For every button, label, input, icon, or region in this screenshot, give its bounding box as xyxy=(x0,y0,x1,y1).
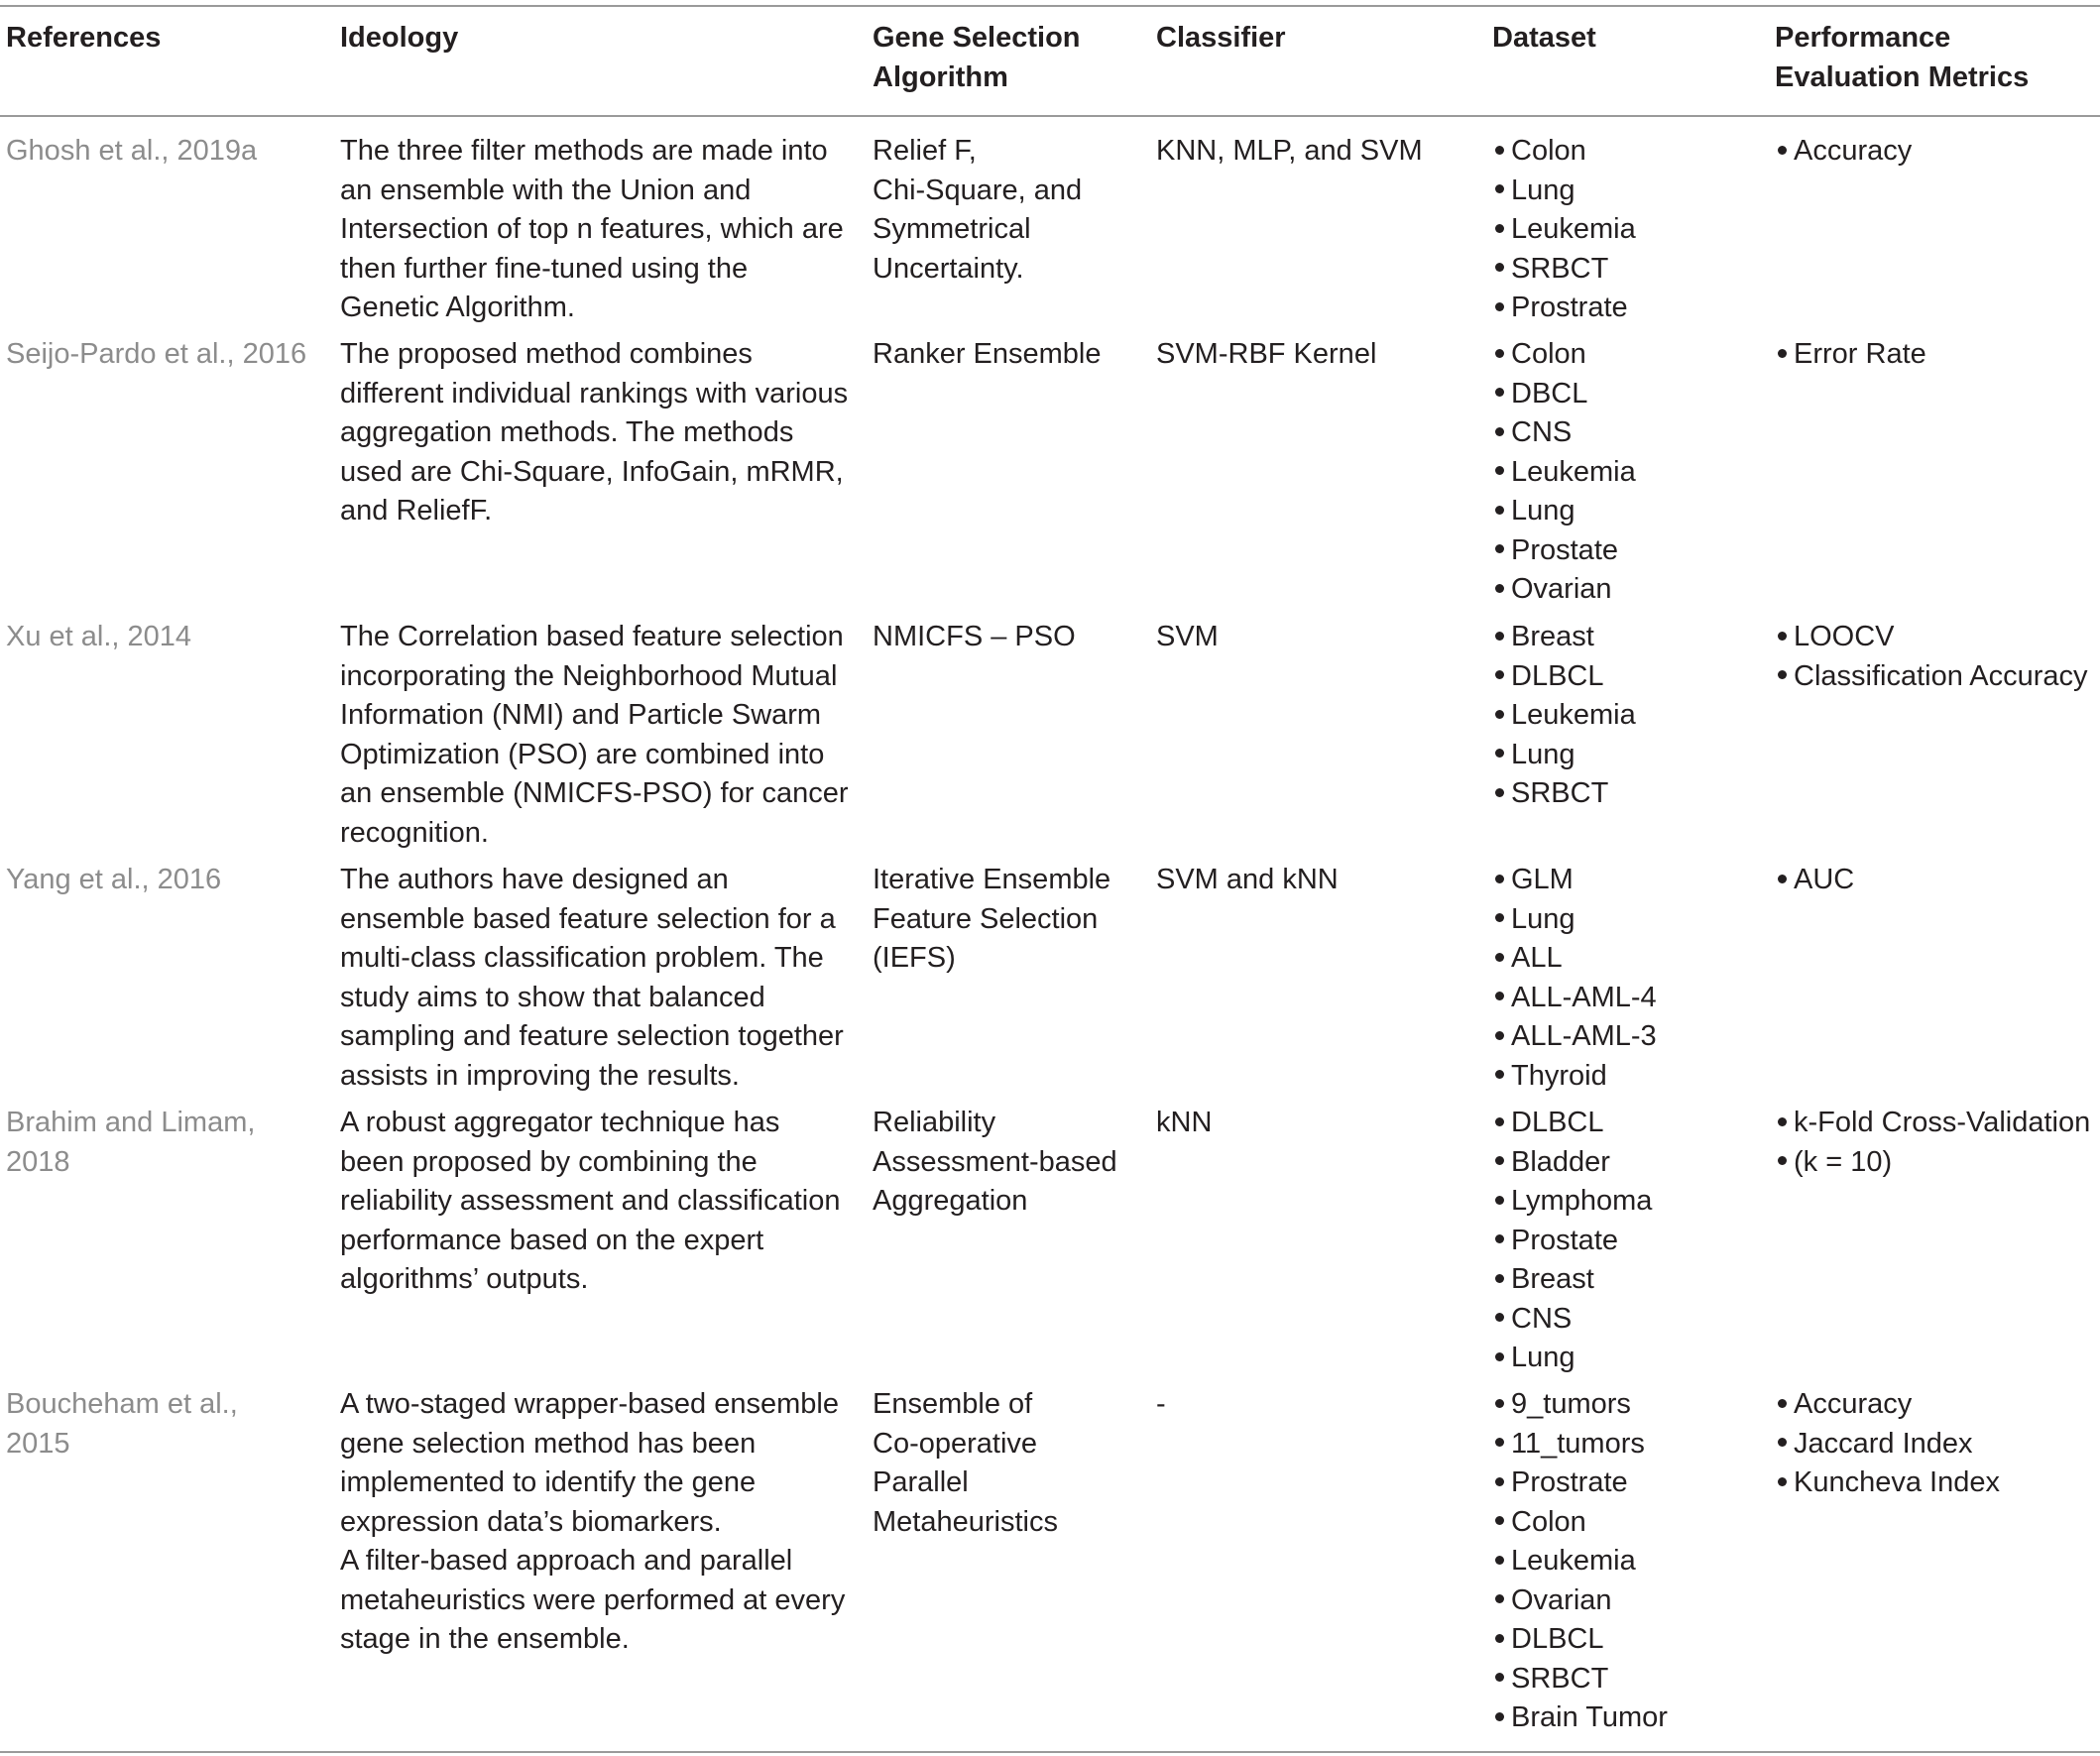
bullet-icon xyxy=(1778,1438,1787,1447)
list-item xyxy=(1492,657,1760,697)
cell-ideology-line: The three filter methods are made into xyxy=(340,135,828,167)
cell-dataset-item-label: ALL-AML-3 xyxy=(1511,1020,1657,1052)
header-classifier: Classifier xyxy=(1156,22,1286,54)
cell-references-line: 2018 xyxy=(6,1145,70,1178)
list-item xyxy=(1492,1017,1760,1057)
cell-gene-selection-line: Parallel xyxy=(873,1466,969,1498)
cell-dataset-item-label: Brain Tumor xyxy=(1511,1701,1668,1733)
cell-dataset-item-label: DLBCL xyxy=(1511,1107,1604,1138)
list-item xyxy=(1775,335,2100,375)
bullet-icon xyxy=(1495,953,1504,962)
cell-ideology-line: reliability assessment and classification xyxy=(340,1185,841,1217)
cell-metrics xyxy=(1775,335,2100,375)
cell-dataset-item-label: ALL xyxy=(1511,942,1563,974)
cell-dataset-list xyxy=(1492,335,1760,610)
list-item xyxy=(1492,1660,1760,1699)
list-item xyxy=(1492,1542,1760,1581)
cell-dataset-item-label: Ovarian xyxy=(1511,1583,1612,1616)
cell-dataset-item-label: Thyroid xyxy=(1511,1059,1607,1092)
bullet-icon xyxy=(1495,749,1504,758)
cell-dataset-item-label: Ovarian xyxy=(1511,573,1612,605)
bullet-icon xyxy=(1495,388,1504,397)
table-bottom-rule xyxy=(0,1751,2100,1753)
cell-dataset-item-label: CNS xyxy=(1511,1302,1573,1335)
cell-gene-selection-line: Co-operative xyxy=(873,1427,1038,1460)
cell-dataset-list xyxy=(1492,1385,1760,1738)
cell-dataset-item-label: Breast xyxy=(1511,621,1594,652)
cell-ideology-line: then further fine-tuned using the xyxy=(340,252,749,285)
cell-metrics-list xyxy=(1775,335,2100,375)
cell-ideology-line: multi-class classification problem. The xyxy=(340,942,824,974)
cell-ideology-line: A two-staged wrapper-based ensemble xyxy=(340,1388,839,1420)
bullet-icon xyxy=(1495,875,1504,883)
cell-dataset-item-label: Leukemia xyxy=(1511,699,1636,731)
cell-dataset-item-label: ALL-AML-4 xyxy=(1511,981,1657,1013)
cell-metrics xyxy=(1775,618,2100,696)
list-item xyxy=(1492,1143,1760,1183)
bullet-icon xyxy=(1778,875,1787,883)
cell-dataset-item-label: Colon xyxy=(1511,338,1586,370)
cell-gene-selection-line: Ensemble of xyxy=(873,1388,1033,1420)
cell-metrics-list xyxy=(1775,1104,2100,1182)
header-gene-selection-line: Gene Selection xyxy=(873,22,1081,54)
bullet-icon xyxy=(1495,1594,1504,1603)
list-item xyxy=(1492,1260,1760,1300)
cell-references-line: Xu et al., 2014 xyxy=(6,621,192,652)
list-item xyxy=(1775,1143,2100,1183)
cell-gene-selection-line: Feature Selection xyxy=(873,902,1099,935)
bullet-icon xyxy=(1778,1477,1787,1486)
cell-ideology xyxy=(340,1104,846,1300)
bullet-icon xyxy=(1495,670,1504,679)
cell-dataset-item-label: Lung xyxy=(1511,902,1575,935)
cell-gene-selection-line: Iterative Ensemble xyxy=(873,864,1111,895)
list-item xyxy=(1492,570,1760,610)
cell-dataset-item-label: Leukemia xyxy=(1511,455,1636,488)
cell-references-line: Yang et al., 2016 xyxy=(6,864,222,895)
cell-classifier: - xyxy=(1156,1388,1166,1420)
bullet-icon xyxy=(1495,788,1504,797)
cell-gene-selection-line: (IEFS) xyxy=(873,942,956,974)
cell-ideology-line: implemented to identify the gene xyxy=(340,1466,757,1498)
cell-dataset-list xyxy=(1492,618,1760,814)
cell-ideology xyxy=(340,335,849,531)
list-item xyxy=(1492,172,1760,211)
list-item xyxy=(1492,210,1760,250)
cell-ideology-line: different individual rankings with various xyxy=(340,377,849,410)
bullet-icon xyxy=(1778,1117,1787,1126)
cell-gene-selection-line: Metaheuristics xyxy=(873,1505,1058,1538)
list-item xyxy=(1492,1385,1760,1425)
cell-ideology-line: The authors have designed an xyxy=(340,864,729,895)
cell-dataset-item-label: DBCL xyxy=(1511,377,1588,410)
cell-dataset-item-label: DLBCL xyxy=(1511,1623,1604,1655)
cell-gene-selection-line: Chi-Square, and xyxy=(873,174,1083,206)
cell-gene-selection-line: Ranker Ensemble xyxy=(873,338,1102,370)
header-performance-line: Performance xyxy=(1775,22,1951,54)
cell-dataset xyxy=(1492,1385,1760,1738)
cell-ideology-line: metaheuristics were performed at every xyxy=(340,1583,846,1616)
cell-dataset-item-label: GLM xyxy=(1511,864,1574,895)
cell-dataset-item-label: SRBCT xyxy=(1511,252,1609,285)
bullet-icon xyxy=(1495,466,1504,475)
cell-dataset-item-label: Leukemia xyxy=(1511,213,1636,245)
cell-ideology-line: assists in improving the results. xyxy=(340,1059,740,1092)
cell-ideology-line: aggregation methods. The methods xyxy=(340,416,794,448)
bullet-icon xyxy=(1495,992,1504,1000)
table-header-rule xyxy=(0,115,2100,117)
cell-ideology-line: been proposed by combining the xyxy=(340,1145,758,1178)
cell-dataset-list xyxy=(1492,1104,1760,1378)
header-gene-selection-line: Algorithm xyxy=(873,60,1008,93)
cell-gene-selection-line: Reliability xyxy=(873,1107,996,1138)
bullet-icon xyxy=(1495,1352,1504,1361)
list-item xyxy=(1492,250,1760,290)
bullet-icon xyxy=(1495,1031,1504,1040)
table-top-rule xyxy=(0,5,2100,7)
cell-ideology-line: incorporating the Neighborhood Mutual xyxy=(340,659,838,692)
cell-references xyxy=(6,618,323,657)
cell-dataset-list xyxy=(1492,861,1760,1096)
bullet-icon xyxy=(1495,1196,1504,1205)
list-item xyxy=(1775,1425,2100,1464)
list-item xyxy=(1492,1620,1760,1660)
cell-metrics-item-label: Classification Accuracy xyxy=(1794,659,2088,692)
cell-classifier: SVM and kNN xyxy=(1156,864,1339,895)
cell-dataset-item-label: Colon xyxy=(1511,1505,1586,1538)
list-item xyxy=(1492,939,1760,979)
cell-ideology-line: gene selection method has been xyxy=(340,1427,757,1460)
list-item xyxy=(1492,492,1760,531)
cell-dataset-item-label: Prostrate xyxy=(1511,1466,1628,1498)
list-item xyxy=(1492,413,1760,453)
cell-metrics-item-label: Kuncheva Index xyxy=(1794,1466,2000,1498)
list-item xyxy=(1775,1104,2100,1143)
bullet-icon xyxy=(1495,1274,1504,1283)
bullet-icon xyxy=(1778,146,1787,155)
cell-dataset-item-label: Lung xyxy=(1511,174,1575,206)
cell-dataset-item-label: CNS xyxy=(1511,416,1573,448)
header-references: References xyxy=(6,22,162,54)
cell-metrics-item-label: Error Rate xyxy=(1794,338,1926,370)
cell-dataset-item-label: Lymphoma xyxy=(1511,1185,1653,1217)
bullet-icon xyxy=(1495,544,1504,553)
cell-gene-selection xyxy=(873,1385,1160,1542)
header-gene-selection xyxy=(873,19,1160,97)
cell-gene-selection xyxy=(873,335,1160,375)
cell-dataset-item-label: 11_tumors xyxy=(1511,1427,1645,1460)
cell-ideology-line: performance based on the expert xyxy=(340,1224,764,1256)
list-item xyxy=(1775,861,2100,900)
cell-gene-selection xyxy=(873,132,1160,289)
cell-dataset-item-label: Prostate xyxy=(1511,1224,1618,1256)
cell-metrics-list xyxy=(1775,618,2100,696)
cell-metrics-list xyxy=(1775,132,2100,172)
bullet-icon xyxy=(1495,913,1504,922)
cell-ideology-line: Optimization (PSO) are combined into xyxy=(340,738,825,770)
list-item xyxy=(1492,1698,1760,1738)
header-ideology: Ideology xyxy=(340,22,459,54)
header-performance-line: Evaluation Metrics xyxy=(1775,60,2030,93)
cell-dataset xyxy=(1492,618,1760,814)
bullet-icon xyxy=(1495,632,1504,641)
cell-dataset-item-label: Lung xyxy=(1511,1342,1575,1373)
cell-gene-selection xyxy=(873,1104,1160,1222)
bullet-icon xyxy=(1495,1234,1504,1243)
cell-references-line: Ghosh et al., 2019a xyxy=(6,135,258,167)
cell-dataset-item-label: Bladder xyxy=(1511,1145,1610,1178)
bullet-icon xyxy=(1778,670,1787,679)
list-item xyxy=(1492,1222,1760,1261)
cell-ideology-line: A robust aggregator technique has xyxy=(340,1107,780,1138)
cell-references xyxy=(6,861,323,900)
cell-classifier: KNN, MLP, and SVM xyxy=(1156,135,1423,167)
bullet-icon xyxy=(1495,224,1504,233)
cell-gene-selection-line: Relief F, xyxy=(873,135,977,167)
cell-metrics-item-label: (k = 10) xyxy=(1794,1145,1893,1178)
header-dataset: Dataset xyxy=(1492,22,1596,54)
cell-ideology-line: and ReliefF. xyxy=(340,495,493,527)
list-item xyxy=(1492,774,1760,814)
list-item xyxy=(1492,1503,1760,1543)
list-item xyxy=(1775,618,2100,657)
cell-metrics xyxy=(1775,1385,2100,1503)
list-item xyxy=(1492,453,1760,493)
list-item xyxy=(1492,736,1760,775)
list-item xyxy=(1492,531,1760,571)
bullet-icon xyxy=(1495,584,1504,593)
cell-gene-selection-line: Symmetrical xyxy=(873,213,1031,245)
cell-metrics xyxy=(1775,132,2100,172)
cell-ideology-line: Genetic Algorithm. xyxy=(340,292,575,323)
cell-ideology-line: recognition. xyxy=(340,816,489,849)
cell-references-line: Boucheham et al., xyxy=(6,1388,238,1420)
list-item xyxy=(1492,289,1760,328)
cell-dataset-item-label: Colon xyxy=(1511,135,1586,167)
cell-classifier: SVM xyxy=(1156,621,1219,652)
list-item xyxy=(1775,132,2100,172)
cell-dataset-item-label: Breast xyxy=(1511,1263,1594,1295)
bullet-icon xyxy=(1495,184,1504,193)
list-item xyxy=(1492,132,1760,172)
cell-dataset-item-label: Leukemia xyxy=(1511,1545,1636,1577)
bullet-icon xyxy=(1495,1070,1504,1079)
list-item xyxy=(1492,1057,1760,1097)
bullet-icon xyxy=(1778,632,1787,641)
cell-gene-selection-line: NMICFS – PSO xyxy=(873,621,1076,652)
cell-ideology-line: A filter-based approach and parallel xyxy=(340,1545,793,1577)
list-item xyxy=(1775,657,2100,697)
bullet-icon xyxy=(1495,1634,1504,1643)
bullet-icon xyxy=(1495,302,1504,311)
bullet-icon xyxy=(1495,1712,1504,1721)
cell-metrics-item-label: Jaccard Index xyxy=(1794,1427,1973,1460)
cell-references-line: 2015 xyxy=(6,1427,70,1460)
bullet-icon xyxy=(1495,1313,1504,1322)
cell-ideology xyxy=(340,132,846,328)
bullet-icon xyxy=(1495,263,1504,272)
cell-ideology-line: used are Chi-Square, InfoGain, mRMR, xyxy=(340,455,844,488)
cell-dataset-item-label: Lung xyxy=(1511,495,1575,527)
list-item xyxy=(1492,1300,1760,1340)
cell-dataset-item-label: DLBCL xyxy=(1511,659,1604,692)
list-item xyxy=(1492,979,1760,1018)
cell-references xyxy=(6,335,323,375)
bullet-icon xyxy=(1495,1156,1504,1165)
bullet-icon xyxy=(1495,506,1504,515)
list-item xyxy=(1492,375,1760,414)
cell-ideology-line: an ensemble (NMICFS-PSO) for cancer xyxy=(340,777,849,809)
list-item xyxy=(1492,1463,1760,1503)
list-item xyxy=(1492,861,1760,900)
cell-ideology xyxy=(340,618,849,853)
cell-gene-selection xyxy=(873,861,1160,979)
list-item xyxy=(1492,1182,1760,1222)
cell-ideology-line: stage in the ensemble. xyxy=(340,1623,630,1655)
cell-references xyxy=(6,1104,323,1182)
cell-metrics-item-label: Accuracy xyxy=(1794,135,1913,167)
cell-ideology-line: study aims to show that balanced xyxy=(340,981,765,1013)
cell-ideology xyxy=(340,1385,846,1660)
bullet-icon xyxy=(1495,1438,1504,1447)
cell-ideology-line: Information (NMI) and Particle Swarm xyxy=(340,699,822,731)
cell-dataset-item-label: SRBCT xyxy=(1511,1662,1609,1695)
list-item xyxy=(1492,335,1760,375)
cell-dataset xyxy=(1492,132,1760,328)
cell-ideology-line: an ensemble with the Union and xyxy=(340,174,752,206)
cell-dataset-item-label: Prostate xyxy=(1511,533,1618,566)
cell-ideology-line: expression data’s biomarkers. xyxy=(340,1505,722,1538)
cell-metrics xyxy=(1775,861,2100,900)
cell-metrics-item-label: k-Fold Cross-Validation xyxy=(1794,1107,2091,1138)
bullet-icon xyxy=(1495,710,1504,719)
cell-ideology-line: The proposed method combines xyxy=(340,338,753,370)
cell-dataset-item-label: 9_tumors xyxy=(1511,1388,1631,1420)
cell-metrics xyxy=(1775,1104,2100,1182)
bullet-icon xyxy=(1495,1673,1504,1682)
cell-ideology-line: algorithms’ outputs. xyxy=(340,1263,589,1295)
cell-ideology-line: Intersection of top n features, which are xyxy=(340,213,844,245)
cell-metrics-item-label: Accuracy xyxy=(1794,1388,1913,1420)
bullet-icon xyxy=(1495,1399,1504,1408)
list-item xyxy=(1492,618,1760,657)
bullet-icon xyxy=(1495,1516,1504,1525)
cell-references xyxy=(6,1385,323,1463)
cell-ideology xyxy=(340,861,846,1096)
header-performance xyxy=(1775,19,2100,97)
bullet-icon xyxy=(1778,1399,1787,1408)
bullet-icon xyxy=(1778,349,1787,358)
cell-ideology-line: ensemble based feature selection for a xyxy=(340,902,836,935)
cell-gene-selection xyxy=(873,618,1160,657)
bullet-icon xyxy=(1495,427,1504,436)
list-item xyxy=(1492,900,1760,940)
bullet-icon xyxy=(1495,1556,1504,1565)
cell-dataset-item-label: SRBCT xyxy=(1511,777,1609,809)
cell-metrics-list xyxy=(1775,861,2100,900)
cell-dataset-list xyxy=(1492,132,1760,328)
bullet-icon xyxy=(1495,1117,1504,1126)
cell-classifier: kNN xyxy=(1156,1107,1213,1138)
cell-ideology-line: The Correlation based feature selection xyxy=(340,621,844,652)
cell-dataset-item-label: Prostrate xyxy=(1511,292,1628,323)
cell-dataset xyxy=(1492,1104,1760,1378)
cell-gene-selection-line: Aggregation xyxy=(873,1185,1028,1217)
cell-references-line: Seijo-Pardo et al., 2016 xyxy=(6,338,307,370)
bullet-icon xyxy=(1495,146,1504,155)
cell-ideology-line: sampling and feature selection together xyxy=(340,1020,844,1052)
cell-metrics-item-label: LOOCV xyxy=(1794,621,1895,652)
cell-references-line: Brahim and Limam, xyxy=(6,1107,256,1138)
cell-dataset-item-label: Lung xyxy=(1511,738,1575,770)
cell-gene-selection-line: Assessment-based xyxy=(873,1145,1117,1178)
bullet-icon xyxy=(1495,1477,1504,1486)
bullet-icon xyxy=(1778,1156,1787,1165)
cell-dataset xyxy=(1492,335,1760,610)
list-item xyxy=(1775,1385,2100,1425)
list-item xyxy=(1775,1463,2100,1503)
list-item xyxy=(1492,1104,1760,1143)
cell-gene-selection-line: Uncertainty. xyxy=(873,252,1024,285)
list-item xyxy=(1492,1581,1760,1621)
cell-classifier: SVM-RBF Kernel xyxy=(1156,338,1377,370)
cell-metrics-item-label: AUC xyxy=(1794,864,1855,895)
list-item xyxy=(1492,1339,1760,1378)
list-item xyxy=(1492,1425,1760,1464)
list-item xyxy=(1492,696,1760,736)
cell-references xyxy=(6,132,323,172)
bullet-icon xyxy=(1495,349,1504,358)
cell-dataset xyxy=(1492,861,1760,1096)
cell-metrics-list xyxy=(1775,1385,2100,1503)
